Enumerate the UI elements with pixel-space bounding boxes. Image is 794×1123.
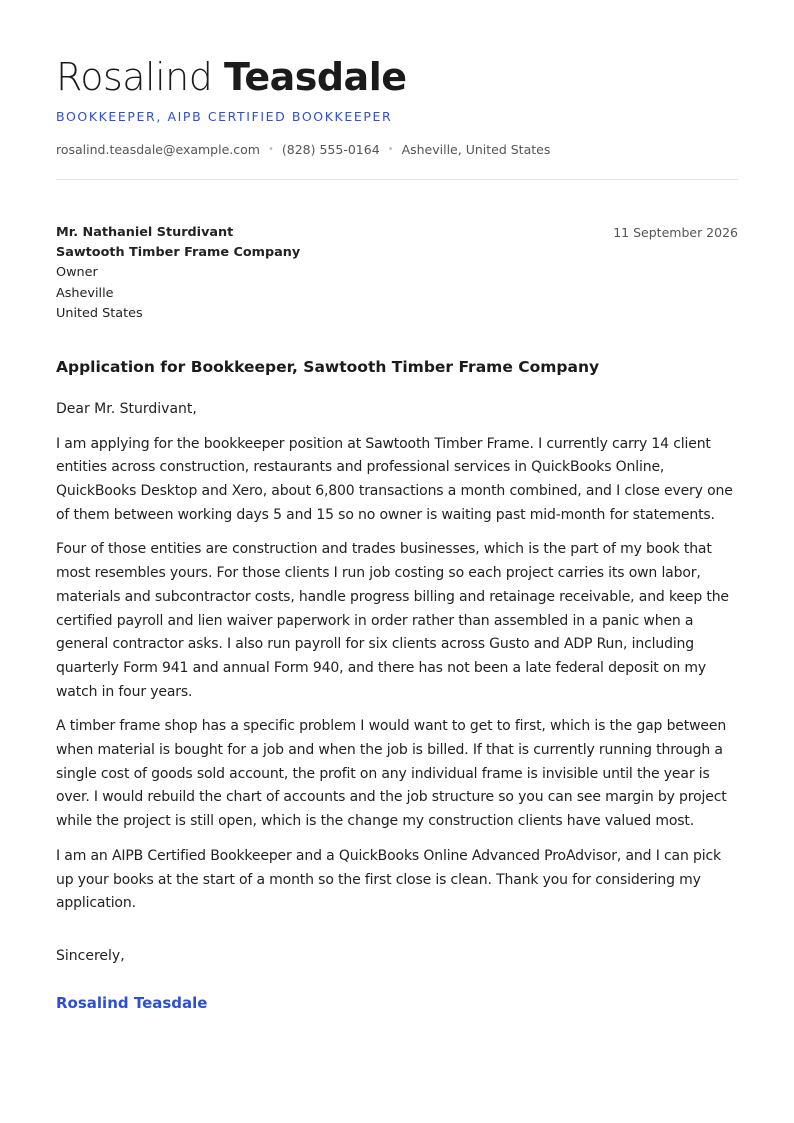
separator-dot: • <box>387 144 394 155</box>
body-paragraph: Four of those entities are construction and trades businesses, which is the part of my book that most resembles yours. For those clients I run job costing so each project carries its own labor, materials and subcontractor costs, handle progress billing and retainage receivable, and keep the certified payroll and lien waiver paperwork in order rather than assembled in a panic when a general contractor asks. I also run payroll for six clients across Gusto and ADP Run, including quarterly Form 941 and annual Form 940, and there has not been a late federal deposit on my watch in four years. <box>56 541 729 700</box>
salutation: Dear Mr. Sturdivant, <box>56 401 197 418</box>
recipient-title: Owner <box>56 265 98 281</box>
cover-letter <box>56 52 738 1012</box>
body-paragraph: I am an AIPB Certified Bookkeeper and a QuickBooks Online Advanced ProAdvisor, and I can pick up your books at the start of a month so the first close is clean. Thank you for considering my application. <box>56 847 721 912</box>
letter-subject: Application for Bookkeeper, Sawtooth Timber Frame Company <box>56 358 600 377</box>
applicant-name <box>56 52 738 102</box>
recipient-city: Asheville <box>56 285 114 301</box>
contact-email[interactable]: rosalind.teasdale@example.com <box>56 142 260 157</box>
body-paragraph: A timber frame shop has a specific problem I would want to get to first, which is the gap between when material is bought for a job and when the job is billed. If that is currently running through a single cost of goods sold account, the profit on any individual frame is invisible until the year is over. I would rebuild the chart of accounts and the job structure so you can see margin by project while the project is still open, which is the change my construction clients have valued most. <box>56 718 727 830</box>
last-name: Teasdale <box>223 55 407 99</box>
recipient-name: Mr. Nathaniel Sturdivant <box>56 225 234 240</box>
closing: Sincerely, <box>56 947 125 964</box>
recipient-country: United States <box>56 305 143 321</box>
recipient-company: Sawtooth Timber Frame Company <box>56 245 301 261</box>
contact-location: Asheville, United States <box>401 142 551 157</box>
signature: Rosalind Teasdale <box>56 993 208 1012</box>
header-divider <box>56 179 738 180</box>
recipient-block <box>56 223 738 324</box>
applicant-role: BOOKKEEPER, AIPB CERTIFIED BOOKKEEPER <box>56 109 393 124</box>
body-paragraph: I am applying for the bookkeeper position at Sawtooth Timber Frame. I currently carry 14 client entities across construction, restaurants and professional services in QuickBooks Online, QuickBooks Desktop and Xero, about 6,800 transactions a month combined, and I close every one of them between working days 5 and 15 so no owner is waiting past mid-month for statements. <box>56 435 733 523</box>
contact-phone[interactable]: (828) 555-0164 <box>281 142 380 157</box>
contact-line <box>56 142 738 157</box>
first-name: Rosalind <box>56 55 213 99</box>
letter-date: 11 September 2026 <box>613 225 738 240</box>
separator-dot: • <box>267 144 274 155</box>
